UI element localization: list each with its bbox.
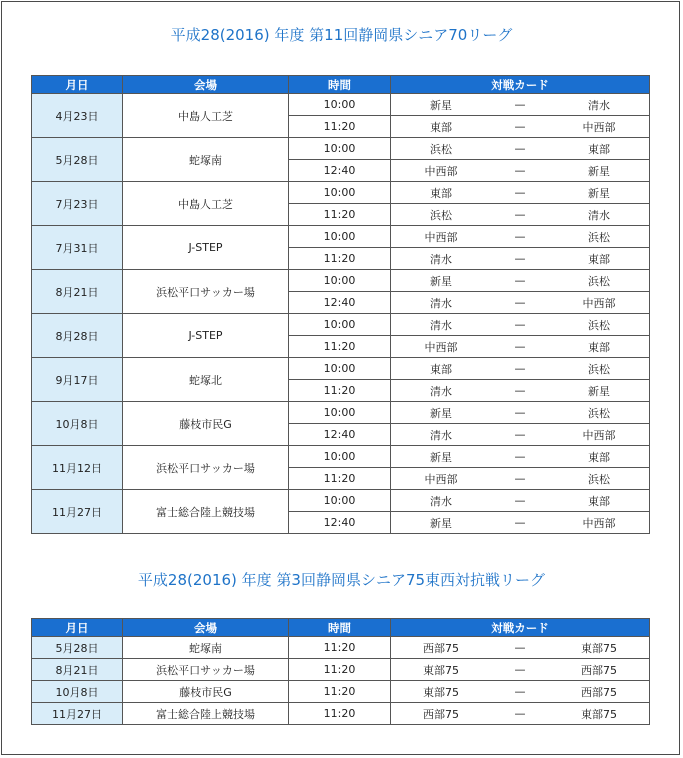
away-team: 東部 [588,494,610,508]
away-team: 東部 [588,450,610,464]
match-time: 11:20 [289,248,391,270]
away-team: 東部75 [581,641,617,655]
versus-dash: — [514,208,526,221]
match-card [391,314,650,336]
table-row [32,314,650,336]
match-time: 10:00 [289,94,391,116]
match-time: 12:40 [289,292,391,314]
match-date: 10月8日 [32,681,123,703]
away-team: 新星 [588,384,610,398]
away-team: 中西部 [582,296,616,310]
match-date: 11月12日 [32,446,123,490]
versus-dash: — [514,384,526,397]
match-time: 10:00 [289,314,391,336]
table-row [32,226,650,248]
match-card [391,226,650,248]
home-team: 新星 [430,450,452,464]
home-team: 中西部 [424,230,458,244]
versus-dash: — [514,186,526,199]
table-row [32,659,650,681]
match-venue: 富士総合陸上競技場 [123,490,289,534]
league75-schedule-table [31,618,650,725]
versus-dash: — [514,406,526,419]
away-team: 浜松 [588,406,610,420]
match-time: 10:00 [289,182,391,204]
match-date: 5月28日 [32,138,123,182]
versus-dash: — [514,450,526,463]
header-venue: 会場 [123,619,289,637]
header-card: 対戦カード [391,76,650,94]
table-header-row [32,619,650,637]
home-team: 清水 [430,428,452,442]
away-team: 西部75 [581,685,617,699]
home-team: 中西部 [424,340,458,354]
versus-dash: — [514,318,526,331]
table-row [32,490,650,512]
match-date: 11月27日 [32,703,123,725]
versus-dash: — [514,274,526,287]
match-venue: J-STEP [123,226,289,270]
away-team: 浜松 [588,318,610,332]
versus-dash: — [514,362,526,375]
match-date: 8月21日 [32,659,123,681]
home-team: 東部75 [423,663,459,677]
match-venue: 浜松平口サッカー場 [123,659,289,681]
away-team: 清水 [588,208,610,222]
versus-dash: — [514,98,526,111]
match-card [391,637,650,659]
away-team: 中西部 [582,120,616,134]
match-time: 11:20 [289,468,391,490]
table-row [32,637,650,659]
away-team: 新星 [588,164,610,178]
away-team: 浜松 [588,230,610,244]
match-date: 4月23日 [32,94,123,138]
match-date: 9月17日 [32,358,123,402]
match-date: 8月21日 [32,270,123,314]
match-card [391,292,650,314]
match-time: 11:20 [289,204,391,226]
versus-dash: — [514,707,526,720]
match-card [391,424,650,446]
match-card [391,512,650,534]
home-team: 新星 [430,98,452,112]
away-team: 浜松 [588,472,610,486]
match-date: 8月28日 [32,314,123,358]
header-card: 対戦カード [391,619,650,637]
versus-dash: — [514,428,526,441]
away-team: 東部75 [581,707,617,721]
header-date: 月日 [32,76,123,94]
match-venue: 富士総合陸上競技場 [123,703,289,725]
versus-dash: — [514,164,526,177]
away-team: 東部 [588,142,610,156]
table-row [32,703,650,725]
away-team: 西部75 [581,663,617,677]
versus-dash: — [514,252,526,265]
header-venue: 会場 [123,76,289,94]
match-time: 10:00 [289,446,391,468]
away-team: 清水 [588,98,610,112]
match-time: 12:40 [289,160,391,182]
versus-dash: — [514,685,526,698]
versus-dash: — [514,472,526,485]
match-time: 10:00 [289,270,391,292]
versus-dash: — [514,142,526,155]
home-team: 新星 [430,516,452,530]
home-team: 清水 [430,384,452,398]
away-team: 東部 [588,340,610,354]
home-team: 中西部 [424,472,458,486]
match-date: 5月28日 [32,637,123,659]
header-date: 月日 [32,619,123,637]
match-card [391,380,650,402]
match-venue: 藤枝市民G [123,402,289,446]
versus-dash: — [514,663,526,676]
versus-dash: — [514,641,526,654]
match-time: 11:20 [289,380,391,402]
home-team: 東部 [430,362,452,376]
match-card [391,116,650,138]
match-card [391,160,650,182]
match-card [391,490,650,512]
home-team: 中西部 [424,164,458,178]
match-time: 11:20 [289,681,391,703]
header-time: 時間 [289,76,391,94]
match-venue: 中島人工芝 [123,182,289,226]
match-venue: 蛇塚北 [123,358,289,402]
table-row [32,94,650,116]
table-row [32,402,650,424]
home-team: 浜松 [430,208,452,222]
match-date: 11月27日 [32,490,123,534]
table-row [32,182,650,204]
match-time: 10:00 [289,402,391,424]
match-card [391,270,650,292]
away-team: 浜松 [588,362,610,376]
match-card [391,336,650,358]
home-team: 浜松 [430,142,452,156]
table-row [32,138,650,160]
league75-title: 平成28(2016) 年度 第3回静岡県シニア75東西対抗戦リーグ [137,571,546,589]
match-venue: 蛇塚南 [123,637,289,659]
away-team: 新星 [588,186,610,200]
home-team: 清水 [430,252,452,266]
match-date: 10月8日 [32,402,123,446]
match-time: 10:00 [289,226,391,248]
away-team: 中西部 [582,428,616,442]
league70-schedule-table [31,75,650,534]
match-venue: 中島人工芝 [123,94,289,138]
match-card [391,182,650,204]
home-team: 清水 [430,494,452,508]
match-card [391,402,650,424]
match-card [391,703,650,725]
versus-dash: — [514,230,526,243]
match-time: 12:40 [289,424,391,446]
match-date: 7月23日 [32,182,123,226]
match-venue: 藤枝市民G [123,681,289,703]
match-time: 11:20 [289,659,391,681]
match-time: 10:00 [289,490,391,512]
table-row [32,270,650,292]
table-row [32,358,650,380]
match-time: 10:00 [289,358,391,380]
match-card [391,446,650,468]
away-team: 浜松 [588,274,610,288]
table-header-row [32,76,650,94]
match-time: 12:40 [289,512,391,534]
versus-dash: — [514,120,526,133]
match-card [391,204,650,226]
home-team: 東部 [430,186,452,200]
home-team: 清水 [430,318,452,332]
home-team: 西部75 [423,707,459,721]
versus-dash: — [514,340,526,353]
home-team: 新星 [430,406,452,420]
match-card [391,358,650,380]
match-time: 10:00 [289,138,391,160]
match-card [391,248,650,270]
match-time: 11:20 [289,116,391,138]
versus-dash: — [514,494,526,507]
match-time: 11:20 [289,637,391,659]
match-card [391,468,650,490]
home-team: 東部 [430,120,452,134]
match-venue: 浜松平口サッカー場 [123,446,289,490]
home-team: 清水 [430,296,452,310]
match-card [391,681,650,703]
match-venue: 浜松平口サッカー場 [123,270,289,314]
home-team: 東部75 [423,685,459,699]
versus-dash: — [514,296,526,309]
header-time: 時間 [289,619,391,637]
match-card [391,138,650,160]
table-row [32,681,650,703]
match-date: 7月31日 [32,226,123,270]
home-team: 西部75 [423,641,459,655]
home-team: 新星 [430,274,452,288]
match-time: 11:20 [289,703,391,725]
match-venue: J-STEP [123,314,289,358]
away-team: 中西部 [582,516,616,530]
match-venue: 蛇塚南 [123,138,289,182]
versus-dash: — [514,516,526,529]
match-card [391,94,650,116]
league70-title: 平成28(2016) 年度 第11回静岡県シニア70リーグ [170,26,513,44]
table-row [32,446,650,468]
away-team: 東部 [588,252,610,266]
match-time: 11:20 [289,336,391,358]
match-card [391,659,650,681]
